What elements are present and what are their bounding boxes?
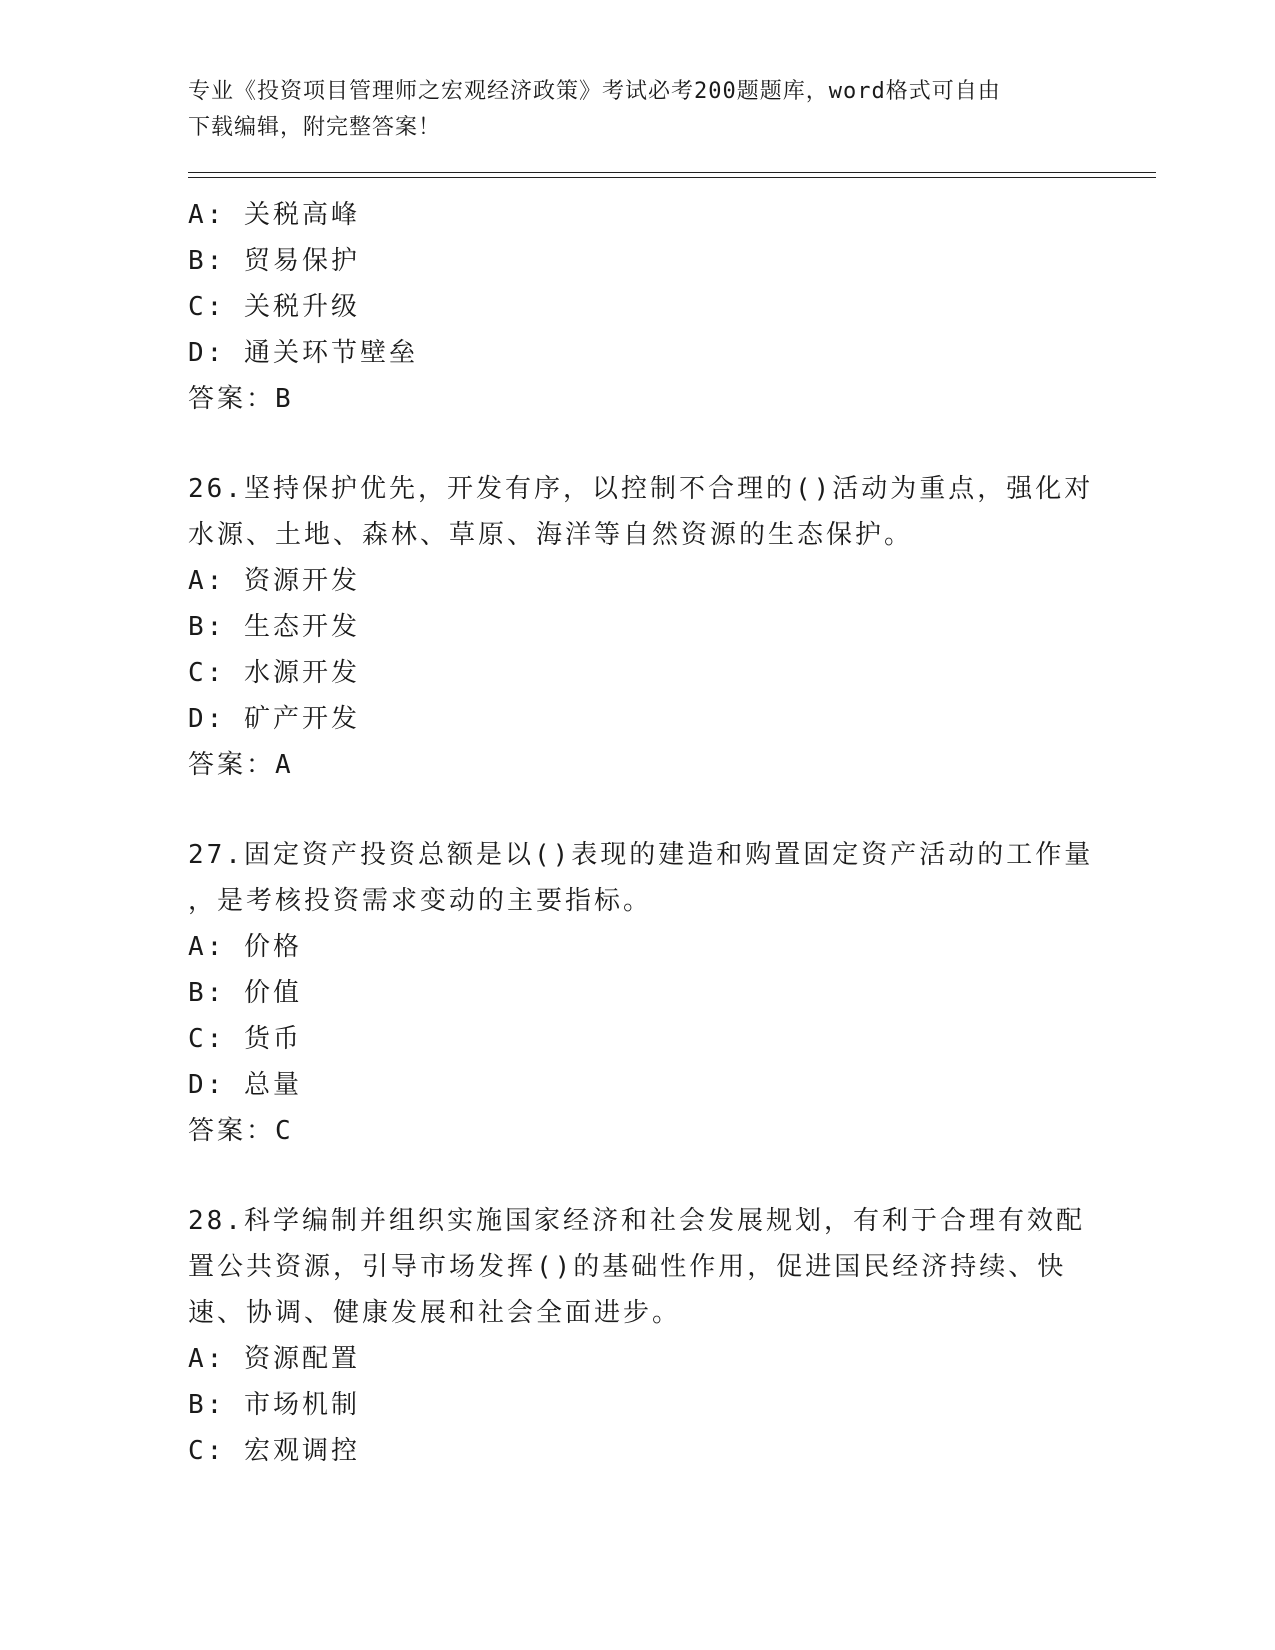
header-rule-top (188, 172, 1156, 173)
option-b: B: 市场机制 (188, 1390, 360, 1420)
question-28 (188, 1198, 1088, 1474)
question-26 (188, 466, 1094, 788)
option-b: B: 贸易保护 (188, 246, 360, 276)
question-stem-line: 速、协调、健康发展和社会全面进步。 (188, 1298, 682, 1328)
option-a: A: 资源配置 (188, 1344, 360, 1374)
header-line-1: 专业《投资项目管理师之宏观经济政策》考试必考200题题库，word格式可自由 (188, 79, 1001, 104)
question-stem-line: 26.坚持保护优先，开发有序，以控制不合理的()活动为重点，强化对 (188, 474, 1094, 504)
document-header (188, 74, 1088, 146)
answer-line: 答案：C (188, 1116, 294, 1146)
question-stem-line: 水源、土地、森林、草原、海洋等自然资源的生态保护。 (188, 520, 914, 550)
option-d: D: 矿产开发 (188, 704, 360, 734)
question-list (188, 192, 1094, 1474)
option-c: C: 货币 (188, 1024, 302, 1054)
question-27 (188, 832, 1094, 1154)
option-a: A: 资源开发 (188, 566, 360, 596)
option-d: D: 通关环节壁垒 (188, 338, 418, 368)
option-b: B: 生态开发 (188, 612, 360, 642)
option-c: C: 宏观调控 (188, 1436, 360, 1466)
question-stem-line: 28.科学编制并组织实施国家经济和社会发展规划，有利于合理有效配 (188, 1206, 1085, 1236)
question-stem-line: ，是考核投资需求变动的主要指标。 (188, 886, 653, 916)
answer-line: 答案：B (188, 384, 294, 414)
header-line-2: 下载编辑，附完整答案！ (188, 115, 442, 140)
question-25-fragment (188, 192, 1088, 422)
header-rule-bottom (188, 177, 1156, 178)
question-stem-line: 27.固定资产投资总额是以()表现的建造和购置固定资产活动的工作量 (188, 840, 1094, 870)
option-b: B: 价值 (188, 978, 302, 1008)
question-stem-line: 置公共资源，引导市场发挥()的基础性作用，促进国民经济持续、快 (188, 1252, 1067, 1282)
option-c: C: 关税升级 (188, 292, 360, 322)
option-a: A: 关税高峰 (188, 200, 360, 230)
answer-line: 答案：A (188, 750, 294, 780)
option-c: C: 水源开发 (188, 658, 360, 688)
option-d: D: 总量 (188, 1070, 302, 1100)
option-a: A: 价格 (188, 932, 302, 962)
